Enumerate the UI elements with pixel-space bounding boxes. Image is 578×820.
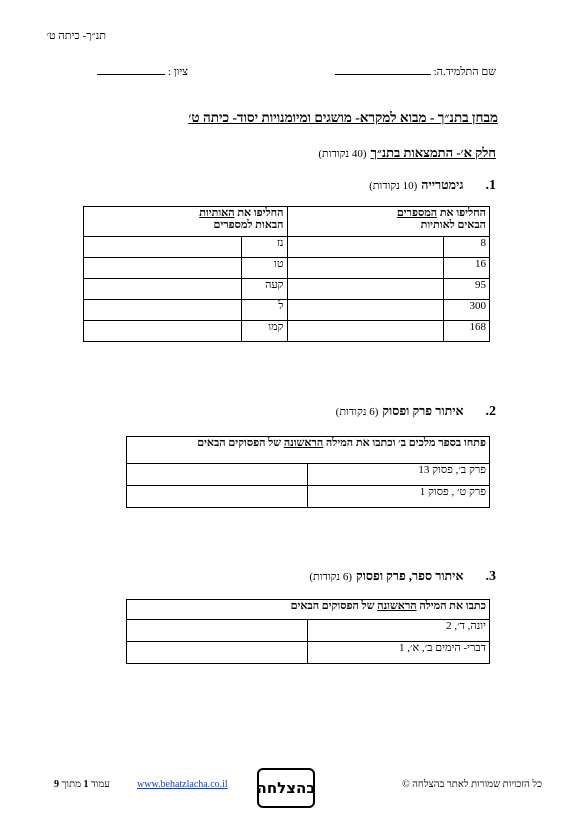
student-name-line[interactable] bbox=[335, 64, 431, 75]
site-logo bbox=[257, 768, 315, 808]
table-row bbox=[127, 620, 490, 642]
exam-title: מבחן בתנ״ך - מבוא למקרא- מושגים ומיומנויות יסוד- כיתה ט׳ bbox=[188, 110, 498, 125]
q3-table bbox=[126, 599, 490, 664]
q1-letters-cell: קמו bbox=[241, 321, 287, 342]
q1-table bbox=[83, 206, 490, 342]
q3-header: כתבו את המילה הראשונה של הפסוקים הבאים bbox=[127, 600, 490, 620]
q3-title: איתור ספר, פרק ופסוק bbox=[356, 569, 464, 583]
q1-number-cell: 16 bbox=[444, 258, 490, 279]
table-row bbox=[84, 258, 490, 279]
site-logo-text: בהצלחה bbox=[256, 779, 316, 797]
q1-letters-cell: קעה bbox=[241, 279, 287, 300]
grade-label: ציון : bbox=[167, 66, 188, 78]
q1-number-cell: 95 bbox=[444, 279, 490, 300]
footer-copyright: כל הזכויות שמורות לאתר בהצלחה © bbox=[402, 779, 542, 790]
student-name-label: שם התלמיד.ה: bbox=[433, 66, 496, 78]
q3-answer-cell[interactable] bbox=[127, 620, 308, 642]
part-a-title: חלק א׳- התמצאות בתנ״ך bbox=[370, 145, 496, 160]
q2-points: (6 נקודות) bbox=[335, 406, 379, 418]
q1-title: גימטרייה bbox=[421, 178, 464, 192]
q2-verse-cell: פרק ב׳, פסוק 13 bbox=[308, 464, 490, 486]
q2-answer-cell[interactable] bbox=[127, 464, 308, 486]
q3-points: (6 נקודות) bbox=[309, 571, 353, 583]
q1-number: 1. bbox=[485, 178, 496, 193]
q2-verse-cell: פרק ט׳ , פסוק 1 bbox=[308, 486, 490, 508]
q1-number-cell: 300 bbox=[444, 300, 490, 321]
q1-letters-cell: נז bbox=[241, 237, 287, 258]
q1-answer-cell[interactable] bbox=[287, 258, 444, 279]
q1-points: (10 נקודות) bbox=[369, 180, 418, 192]
q3-answer-cell[interactable] bbox=[127, 642, 308, 664]
table-row bbox=[127, 486, 490, 508]
grade-line[interactable] bbox=[97, 64, 165, 75]
q2-title: איתור פרק ופסוק bbox=[382, 404, 464, 418]
table-row bbox=[84, 321, 490, 342]
table-row bbox=[84, 237, 490, 258]
q1-answer-cell[interactable] bbox=[84, 258, 242, 279]
table-row bbox=[127, 464, 490, 486]
q2-table bbox=[126, 436, 490, 508]
table-row bbox=[84, 300, 490, 321]
q3-number: 3. bbox=[485, 569, 496, 584]
q1-answer-cell[interactable] bbox=[84, 321, 242, 342]
q1-answer-cell[interactable] bbox=[287, 300, 444, 321]
q1-number-cell: 8 bbox=[444, 237, 490, 258]
q3-verse-cell: דברי- הימים ב׳, א׳, 1 bbox=[308, 642, 490, 664]
student-name-row bbox=[335, 64, 496, 78]
q1-answer-cell[interactable] bbox=[287, 279, 444, 300]
q1-answer-cell[interactable] bbox=[287, 321, 444, 342]
q1-answer-cell[interactable] bbox=[84, 237, 242, 258]
page-number: עמוד 1 מתוך 9 bbox=[54, 779, 110, 790]
part-a-heading bbox=[318, 144, 496, 162]
q3-verse-cell: יונה, ד׳, 2 bbox=[308, 620, 490, 642]
q1-answer-cell[interactable] bbox=[84, 300, 242, 321]
q1-answer-cell[interactable] bbox=[287, 237, 444, 258]
table-row bbox=[84, 279, 490, 300]
q1-number-cell: 168 bbox=[444, 321, 490, 342]
q2-header: פתחו בספר מלכים ב׳ וכתבו את המילה הראשונה של הפסוקים הבאים bbox=[127, 437, 490, 464]
q1-letters-cell: ל bbox=[241, 300, 287, 321]
q2-heading bbox=[336, 402, 496, 420]
header-corner: תנ״ך- כיתה ט׳ bbox=[46, 30, 106, 42]
q1-col1-header: החליפו את המספרים הבאים לאותיות bbox=[287, 207, 489, 237]
q1-answer-cell[interactable] bbox=[84, 279, 242, 300]
grade-row bbox=[97, 64, 188, 78]
table-row bbox=[127, 642, 490, 664]
site-link[interactable]: www.behatzlacha.co.il bbox=[137, 779, 228, 790]
q1-letters-cell: טו bbox=[241, 258, 287, 279]
q2-answer-cell[interactable] bbox=[127, 486, 308, 508]
part-a-points: (40 נקודות) bbox=[318, 148, 367, 160]
q2-number: 2. bbox=[485, 404, 496, 419]
q1-heading bbox=[369, 176, 496, 194]
q1-col2-header: החליפו את האותיות הבאות למספרים bbox=[84, 207, 288, 237]
q3-heading bbox=[309, 567, 496, 585]
